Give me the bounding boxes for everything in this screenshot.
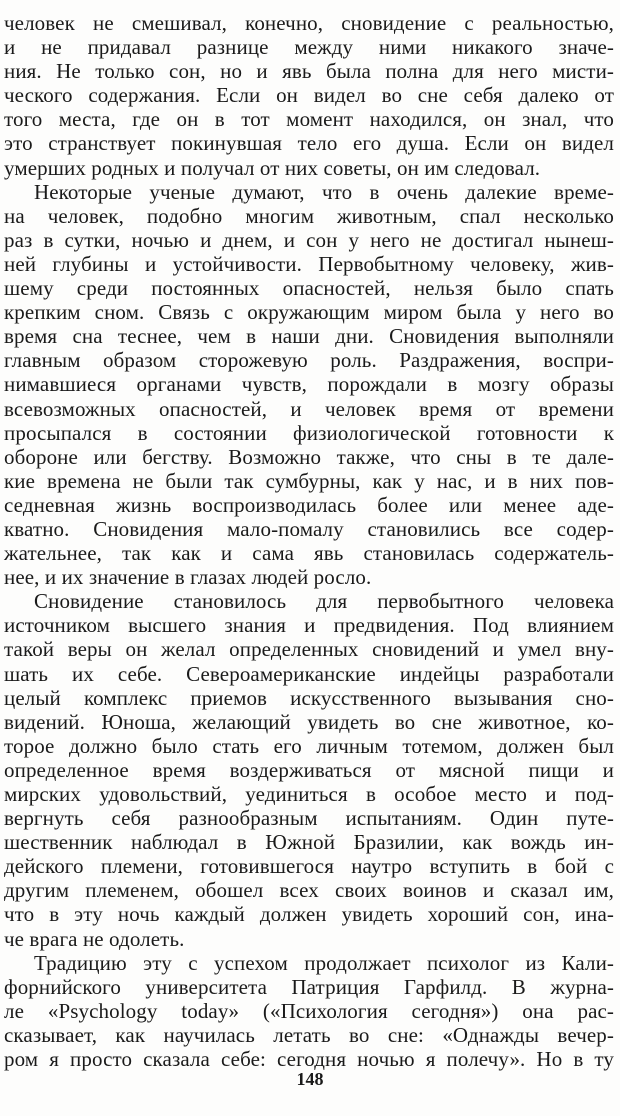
text-line: умерших родных и получал от них советы, он им следовал. bbox=[4, 155, 541, 180]
text-line: ле «Psychology today» («Психология сегодня») она рас- bbox=[4, 998, 614, 1023]
text-line: видений. Юноша, желающий увидеть во сне животное, ко- bbox=[4, 709, 614, 734]
text-line: ней глубины и устойчивости. Первобытному человеку, жив- bbox=[4, 251, 614, 276]
text-line: время сна теснее, чем в наши дни. Сновидения выполняли bbox=[4, 324, 614, 349]
paragraph-first-line: Некоторые ученые думают, что в очень далекие време- bbox=[34, 179, 614, 204]
text-line: кие времена не были так сумбурны, как у нас, и в них пов- bbox=[4, 468, 614, 493]
text-line: жательнее, так как и сама явь становилась содержатель- bbox=[4, 541, 614, 566]
text-line: другим племенем, обошел всех своих воинов и сказал им, bbox=[4, 878, 614, 903]
text-line: целый комплекс приемов искусственного вызывания сно- bbox=[4, 685, 614, 710]
text-line: вергнуть себя разнообразным испытаниям. Один путе- bbox=[4, 806, 614, 831]
text-line: всевозможных опасностей, и человек время от времени bbox=[4, 396, 614, 421]
text-line: нимавшиеся органами чувств, порождали в мозгу образы bbox=[4, 372, 614, 397]
text-line: это странствует покинувшая тело его душа. Если он видел bbox=[4, 131, 614, 156]
text-line: такой веры он желал определенных сновидений и умел вну- bbox=[4, 637, 614, 662]
text-line: определенное время воздерживаться от мясной пищи и bbox=[4, 757, 614, 782]
text-line: мирских удовольствий, уединиться в особое место и под- bbox=[4, 782, 614, 806]
page-number: 148 bbox=[296, 1069, 324, 1089]
text-line: человек не смешивал, конечно, сновидение с реальностью, bbox=[4, 11, 614, 35]
text-line: дейского племени, готовившегося наутро вступить в бой с bbox=[4, 854, 614, 879]
paragraph-first-line: Традицию эту с успехом продолжает психолог из Кали- bbox=[34, 950, 614, 975]
text-line: торое должно было стать его личным тотемом, должен был bbox=[4, 733, 614, 758]
text-line: на человек, подобно многим животным, спал несколько bbox=[4, 203, 614, 228]
text-line: ческого содержания. Если он видел во сне себя далеко от bbox=[4, 83, 614, 108]
text-line: что в эту ночь каждый должен увидеть хороший сон, ина- bbox=[4, 902, 614, 927]
text-line: крепким сном. Связь с окружающим миром была у него во bbox=[4, 300, 614, 325]
text-line: ния. Не только сон, но и явь была полна для него мисти- bbox=[4, 59, 614, 84]
text-line: форнийского университета Патриция Гарфилд. В журна- bbox=[4, 974, 614, 999]
text-line: кватно. Сновидения мало-помалу становились все содер- bbox=[4, 516, 614, 541]
text-line: обороне или бегству. Возможно также, что сны в те дале- bbox=[4, 444, 614, 469]
text-line: ром я просто сказала себе: сегодня ночью я полечу». Но в ту bbox=[4, 1047, 614, 1072]
text-line: че врага не одолеть. bbox=[4, 926, 185, 951]
text-line: просыпался в состоянии физиологической готовности к bbox=[4, 420, 614, 445]
paragraph-first-line: Сновидение становилось для первобытного человека bbox=[34, 589, 614, 614]
text-line: шественник наблюдал в Южной Бразилии, как вождь ин- bbox=[4, 830, 614, 855]
text-line: шему среди постоянных опасностей, нельзя было спать bbox=[4, 276, 614, 301]
text-line: раз в сутки, ночью и днем, и сон у него не достигал нынеш- bbox=[4, 227, 614, 252]
text-line: сказывает, как научилась летать во сне: «Однажды вечер- bbox=[4, 1022, 614, 1047]
text-line: шать их себе. Североамериканские индейцы разработали bbox=[4, 661, 614, 686]
body-text bbox=[4, 11, 614, 1071]
text-line: источником высшего знания и предвидения. Под влиянием bbox=[4, 613, 614, 638]
text-line: того места, где он в тот момент находился, он знал, что bbox=[4, 107, 614, 132]
text-line: нее, и их значение в глазах людей росло. bbox=[4, 565, 372, 590]
text-line: и не придавал разнице между ними никакого значе- bbox=[4, 35, 614, 60]
text-line: главным образом сторожевую роль. Раздражения, воспри- bbox=[4, 348, 614, 373]
text-line: седневная жизнь воспроизводилась более или менее аде- bbox=[4, 492, 614, 517]
